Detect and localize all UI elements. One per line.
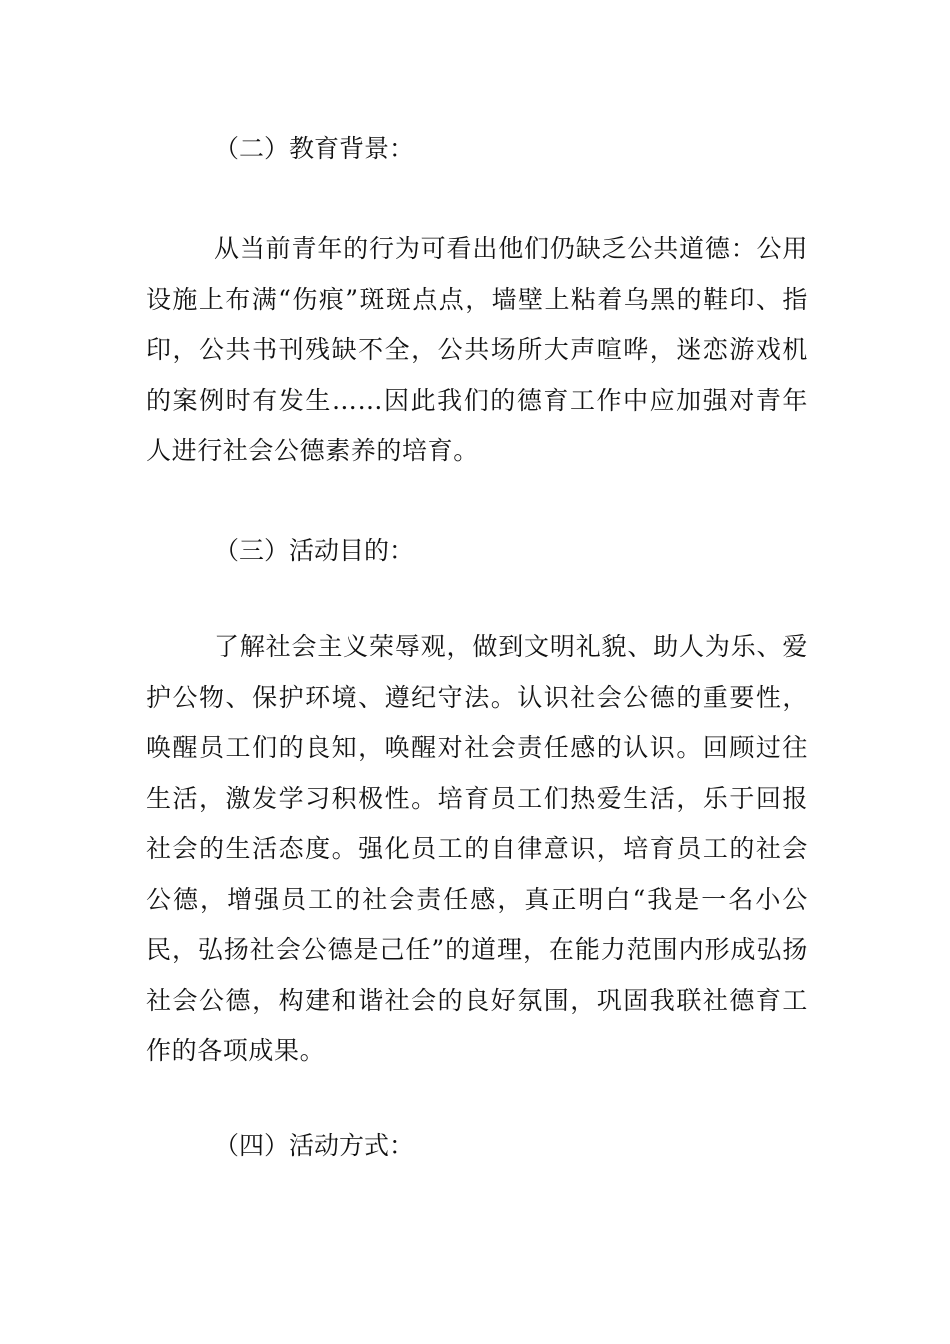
section-heading-education-background: （二）教育背景： — [214, 134, 415, 163]
section-heading-activity-purpose: （三）活动目的： — [214, 536, 415, 565]
paragraph-activity-purpose: 了解社会主义荣辱观，做到文明礼貌、助人为乐、爱护公物、保护环境、遵纪守法。认识社会公德的重要性，唤醒员工们的良知，唤醒对社会责任感的认识。回顾过往生活，激发学习积极性。培育员工们热爱生活，乐于回报社会的生活态度。强化员工的自律意识，培育员工的社会公德，增强员工的社会责任感，真正明白“我是一名小公民，弘扬社会公德是己任”的道理，在能力范围内形成弘扬社会公德，构建和谐社会的良好氛围，巩固我联社德育工作的各项成果。 — [146, 632, 808, 1065]
paragraph-education-background: 从当前青年的行为可看出他们仍缺乏公共道德：公用设施上布满“伤痕”斑斑点点，墙壁上粘着乌黑的鞋印、指印，公共书刊残缺不全，公共场所大声喧哗，迷恋游戏机的案例时有发生……因此我们的德育工作中应加强对青年人进行社会公德素养的培育。 — [146, 234, 808, 465]
section-heading-activity-method: （四）活动方式： — [214, 1131, 415, 1160]
